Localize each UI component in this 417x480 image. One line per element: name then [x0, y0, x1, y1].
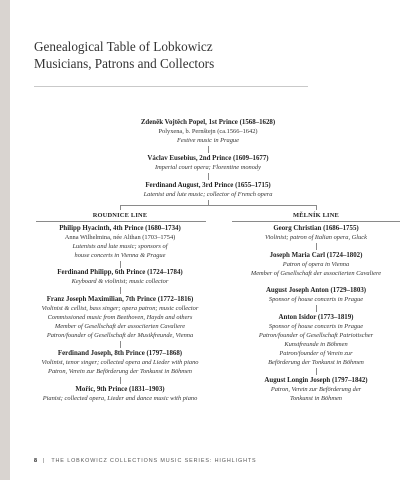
person-detail: Tonkunst in Böhmen — [290, 395, 342, 402]
person-detail: Latenist and lute music; collector of French opera — [143, 191, 273, 198]
person-name: Ferdinand Philipp, 6th Prince (1724–1784) — [57, 269, 183, 276]
person-detail: Imperial court opera; Florentine monody — [155, 164, 261, 171]
page-number: 8 — [34, 458, 37, 464]
person-detail: Lutenists and lute music; sponsors of — [72, 243, 168, 250]
page-title — [34, 38, 354, 72]
person-detail: Beförderung der Tonkunst in Böhmen — [268, 359, 364, 366]
tree-connector — [316, 243, 317, 250]
person-detail: Festive music in Prague — [177, 137, 239, 144]
person-detail: Patron/founder of Gesellschaft der Musikfreunde, Vienna — [46, 332, 194, 339]
person-detail: Violinist, tenor singer; collected opera and Lieder with piano — [41, 359, 199, 366]
branch-connector — [120, 205, 316, 206]
person-name: August Longin Joseph (1797–1842) — [264, 377, 368, 384]
person-name: Ferdinand August, 3rd Prince (1655–1715) — [145, 182, 271, 189]
tree-connector — [208, 173, 209, 180]
person-name: Václav Eusebius, 2nd Prince (1609–1677) — [147, 155, 269, 162]
footer-separator: | — [43, 458, 46, 464]
person-detail: Kunstfreunde in Böhmen — [284, 341, 348, 348]
person-detail: Anna Wilhelmina, née Althan (1703–1754) — [64, 234, 176, 241]
person-detail: Pianist; collected opera, Lieder and dance music with piano — [42, 395, 198, 402]
tree-connector — [316, 205, 317, 210]
tree-connector — [120, 341, 121, 348]
person-detail: Violinist; patron of Italian opera, Gluck — [265, 234, 367, 241]
page-footer — [34, 458, 257, 464]
branch-heading-melnik: MĚLNÍK LINE — [292, 212, 340, 219]
person-detail: Patron/founder of Verein zur — [279, 350, 353, 357]
person-name: Joseph Maria Carl (1724–1802) — [269, 252, 363, 259]
tree-connector — [120, 205, 121, 210]
tree-connector — [120, 261, 121, 268]
tree-connector — [316, 305, 317, 312]
tree-connector — [208, 146, 209, 153]
branch-rule — [36, 221, 206, 222]
person-detail: Sponsor of house concerts in Prague — [268, 296, 364, 303]
person-name: Anton Isidor (1773–1819) — [278, 314, 354, 321]
person-name: August Joseph Anton (1729–1803) — [265, 287, 367, 294]
person-name: Georg Christian (1686–1755) — [273, 225, 359, 232]
person-detail: Patron/founder of Gesellschaft Patriotischer — [258, 332, 374, 339]
branch-rule — [232, 221, 400, 222]
person-detail: Polyxena, b. Pernštejn (ca.1566–1642) — [158, 128, 258, 135]
title-line-2: Musicians, Patrons and Collectors — [34, 56, 215, 71]
person-name: Mořic, 9th Prince (1831–1903) — [75, 386, 165, 393]
person-name: Zdeněk Vojtěch Popel, 1st Prince (1568–1628) — [140, 119, 276, 126]
series-title: THE LOBKOWICZ COLLECTIONS MUSIC SERIES: HIGHLIGHTS — [51, 458, 257, 464]
person-detail: Patron, Verein zur Beförderung der — [270, 386, 362, 393]
person-name: Ferdinand Joseph, 8th Prince (1797–1868) — [57, 350, 183, 357]
tree-connector — [120, 377, 121, 384]
title-divider — [34, 86, 308, 87]
person-detail: Commissioned music from Beethoven, Haydn and others — [47, 314, 193, 321]
page-spine — [0, 0, 10, 480]
title-line-1: Genealogical Table of Lobkowicz — [34, 39, 213, 54]
person-name: Franz Joseph Maximilian, 7th Prince (1772–1816) — [46, 296, 194, 303]
person-detail: Member of Gesellschaft der associierten Cavaliere — [250, 270, 382, 277]
person-detail: house concerts in Vienna & Prague — [74, 252, 166, 259]
person-detail: Patron, Verein zur Beförderung der Tonkunst in Böhmen — [48, 368, 192, 375]
person-detail: Keyboard & violinist; music collector — [71, 278, 169, 285]
person-detail: Member of Gesellschaft der associierten Cavaliere — [54, 323, 186, 330]
person-detail: Patron of opera in Vienna — [282, 261, 350, 268]
tree-connector — [120, 287, 121, 294]
person-detail: Violinist & cellist, bass singer; opera patron; music collector — [41, 305, 199, 312]
person-detail: Sponsor of house concerts in Prague — [268, 323, 364, 330]
person-name: Philipp Hyacinth, 4th Prince (1680–1734) — [59, 225, 181, 232]
tree-connector — [316, 368, 317, 375]
branch-heading-roudnice: ROUDNICE LINE — [92, 212, 148, 219]
